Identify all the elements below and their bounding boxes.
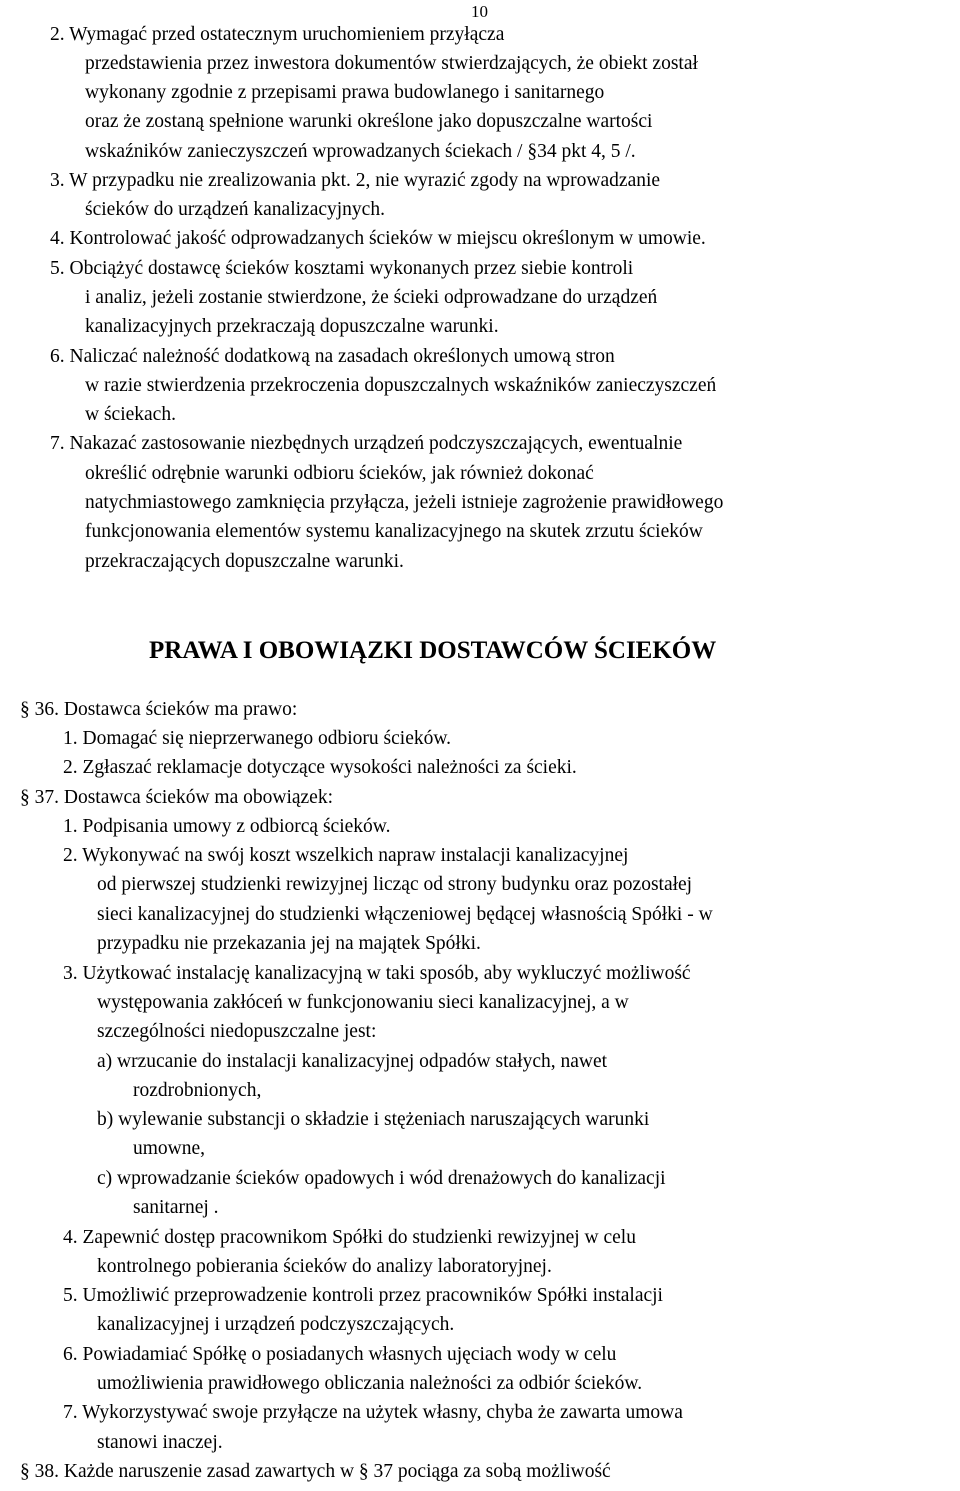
text-line: 7. Nakazać zastosowanie niezbędnych urządzeń podczyszczających, ewentualnie: [50, 433, 683, 454]
text-line: a) wrzucanie do instalacji kanalizacyjnej odpadów stałych, nawet: [97, 1051, 608, 1072]
text-line: szczególności niedopuszczalne jest:: [97, 1021, 377, 1042]
text-line: 6. Powiadamiać Spółkę o posiadanych własnych ujęciach wody w celu: [63, 1344, 617, 1365]
text-line: § 38. Każde naruszenie zasad zawartych w § 37 pociąga za sobą możliwość: [20, 1461, 611, 1482]
text-line: 2. Wymagać przed ostatecznym uruchomieniem przyłącza: [50, 24, 505, 45]
text-line: b) wylewanie substancji o składzie i stężeniach naruszających warunki: [97, 1109, 650, 1130]
text-line: 4. Zapewnić dostęp pracownikom Spółki do studzienki rewizyjnej w celu: [63, 1227, 636, 1248]
text-line: 4. Kontrolować jakość odprowadzanych ścieków w miejscu określonym w umowie.: [50, 228, 706, 249]
text-line: 6. Naliczać należność dodatkową na zasadach określonych umową stron: [50, 346, 615, 367]
text-line: kontrolnego pobierania ścieków do analizy laboratoryjnej.: [97, 1256, 552, 1277]
section-heading: PRAWA I OBOWIĄZKI DOSTAWCÓW ŚCIEKÓW: [149, 637, 717, 664]
text-line: 3. Użytkować instalację kanalizacyjną w taki sposób, aby wykluczyć możliwość: [63, 963, 691, 984]
text-line: stanowi inaczej.: [97, 1432, 223, 1453]
text-line: przedstawienia przez inwestora dokumentów stwierdzających, że obiekt został: [85, 53, 698, 74]
text-line: 5. Umożliwić przeprowadzenie kontroli przez pracowników Spółki instalacji: [63, 1285, 663, 1306]
text-line: rozdrobnionych,: [133, 1080, 262, 1101]
text-line: przekraczających dopuszczalne warunki.: [85, 551, 404, 572]
text-line: umowne,: [133, 1138, 206, 1159]
text-line: § 36. Dostawca ścieków ma prawo:: [20, 699, 298, 720]
text-line: § 37. Dostawca ścieków ma obowiązek:: [20, 787, 333, 808]
text-line: kanalizacyjnych przekraczają dopuszczalne warunki.: [85, 316, 499, 337]
text-line: umożliwienia prawidłowego obliczania należności za odbiór ścieków.: [97, 1373, 643, 1394]
text-line: w razie stwierdzenia przekroczenia dopuszczalnych wskaźników zanieczyszczeń: [85, 375, 717, 396]
text-line: funkcjonowania elementów systemu kanalizacyjnego na skutek zrzutu ścieków: [85, 521, 703, 542]
text-line: c) wprowadzanie ścieków opadowych i wód drenażowych do kanalizacji: [97, 1168, 666, 1189]
text-line: 1. Podpisania umowy z odbiorcą ścieków.: [63, 816, 391, 837]
text-line: od pierwszej studzienki rewizyjnej licząc od strony budynku oraz pozostałej: [97, 874, 693, 895]
text-line: kanalizacyjnej i urządzeń podczyszczających.: [97, 1314, 455, 1335]
text-line: wykonany zgodnie z przepisami prawa budowlanego i sanitarnego: [85, 82, 605, 103]
text-line: występowania zakłóceń w funkcjonowaniu sieci kanalizacyjnej, a w: [97, 992, 629, 1013]
text-line: wskaźników zanieczyszczeń wprowadzanych ściekach / §34 pkt 4, 5 /.: [85, 141, 636, 162]
text-line: 7. Wykorzystywać swoje przyłącze na użytek własny, chyba że zawarta umowa: [63, 1402, 683, 1423]
text-line: 3. W przypadku nie zrealizowania pkt. 2, nie wyrazić zgody na wprowadzanie: [50, 170, 661, 191]
text-line: określić odrębnie warunki odbioru ścieków, jak również dokonać: [85, 463, 594, 484]
text-line: oraz że zostaną spełnione warunki określone jako dopuszczalne wartości: [85, 111, 653, 132]
text-line: sanitarnej .: [133, 1197, 219, 1218]
text-line: w ściekach.: [85, 404, 176, 425]
text-line: 2. Wykonywać na swój koszt wszelkich napraw instalacji kanalizacyjnej: [63, 845, 629, 866]
text-line: i analiz, jeżeli zostanie stwierdzone, że ścieki odprowadzane do urządzeń: [85, 287, 658, 308]
text-line: sieci kanalizacyjnej do studzienki włączeniowej będącej własnością Spółki - w: [97, 904, 713, 925]
text-line: 5. Obciążyć dostawcę ścieków kosztami wykonanych przez siebie kontroli: [50, 258, 634, 279]
text-line: przypadku nie przekazania jej na majątek Spółki.: [97, 933, 481, 954]
text-line: 2. Zgłaszać reklamacje dotyczące wysokości należności za ścieki.: [63, 757, 577, 778]
page-number: 10: [471, 2, 488, 21]
text-line: ścieków do urządzeń kanalizacyjnych.: [85, 199, 385, 220]
text-line: natychmiastowego zamknięcia przyłącza, jeżeli istnieje zagrożenie prawidłowego: [85, 492, 724, 513]
text-line: 1. Domagać się nieprzerwanego odbioru ścieków.: [63, 728, 452, 749]
